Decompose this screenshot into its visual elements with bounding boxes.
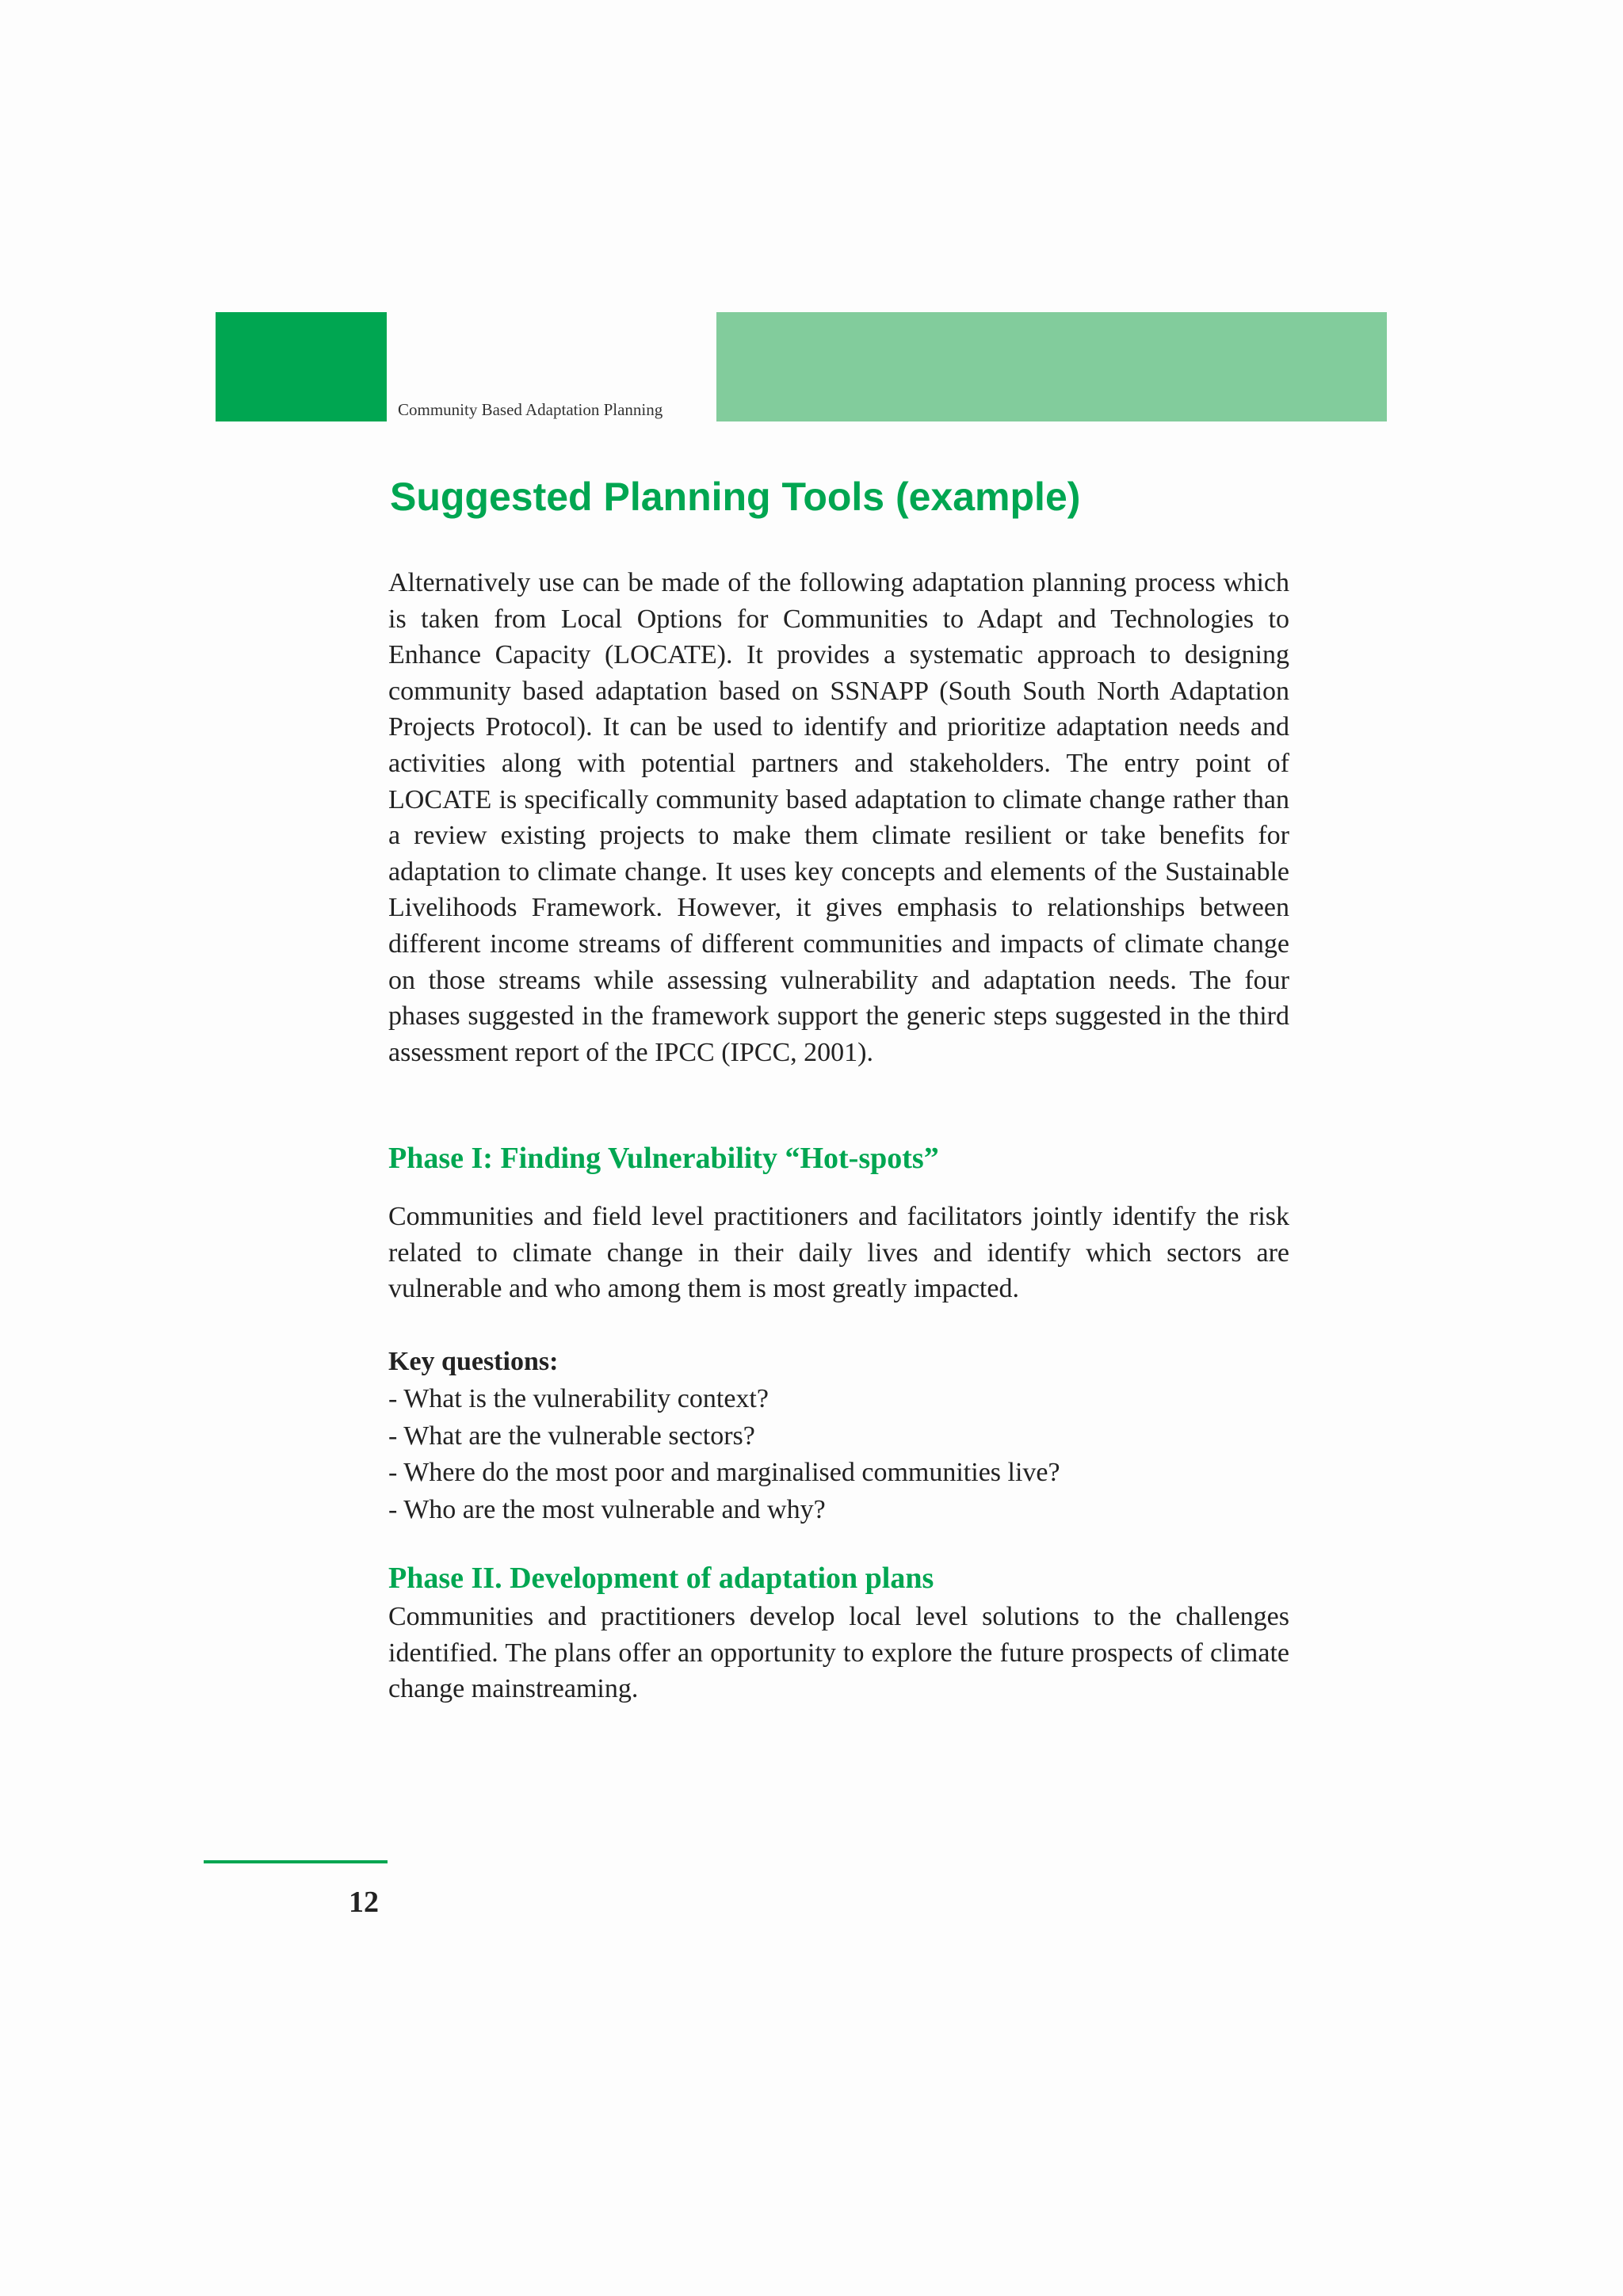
header-band-light — [716, 312, 1387, 421]
key-questions-label: Key questions: — [388, 1347, 559, 1376]
list-item: - What are the vulnerable sectors? — [388, 1421, 755, 1451]
page-number: 12 — [349, 1886, 379, 1919]
phase2-heading: Phase II. Development of adaptation plans — [388, 1562, 934, 1595]
phase1-paragraph: Communities and field level practitioners and facilitators jointly identify the risk related to climate change in their daily lives and identify which sectors are vulnerable and who among them is most greatly impacted. — [388, 1202, 1289, 1304]
list-item: - What is the vulnerability context? — [388, 1384, 769, 1413]
phase1-heading: Phase I: Finding Vulnerability “Hot-spots” — [388, 1142, 939, 1175]
footer-rule — [204, 1860, 388, 1863]
phase2-paragraph: Communities and practitioners develop local level solutions to the challenges identified. The plans offer an opportunity to explore the future prospects of climate change mainstreaming. — [388, 1602, 1289, 1704]
intro-paragraph: Alternatively use can be made of the following adaptation planning process which is taken from Local Options for Communities to Adapt and Technologies to Enhance Capacity (LOCATE). It provides a systematic approach to designing community based adaptation based on SSNAPP (South South North Adaptation Projects Protocol). It can be used to identify and prioritize adaptation needs and activities along with potential partners and stakeholders. The entry point of LOCATE is specifically community based adaptation to climate change rather than a review existing projects to make them climate resilient or take benefits for adaptation to climate change. It uses key concepts and elements of the Sustainable Livelihoods Framework. However, it gives emphasis to relationships between different income streams of different communities and impacts of climate change on those streams while assessing vulnerability and adaptation needs. The four phases suggested in the framework support the generic steps suggested in the third assessment report of the IPCC (IPCC, 2001). — [388, 568, 1289, 1067]
running-header: Community Based Adaptation Planning — [398, 400, 663, 419]
list-item: - Where do the most poor and marginalised communities live? — [388, 1458, 1060, 1487]
list-item: - Who are the most vulnerable and why? — [388, 1494, 826, 1524]
page-title: Suggested Planning Tools (example) — [390, 475, 1081, 519]
key-questions-list — [388, 1381, 1060, 1528]
header-band-dark — [216, 312, 387, 421]
